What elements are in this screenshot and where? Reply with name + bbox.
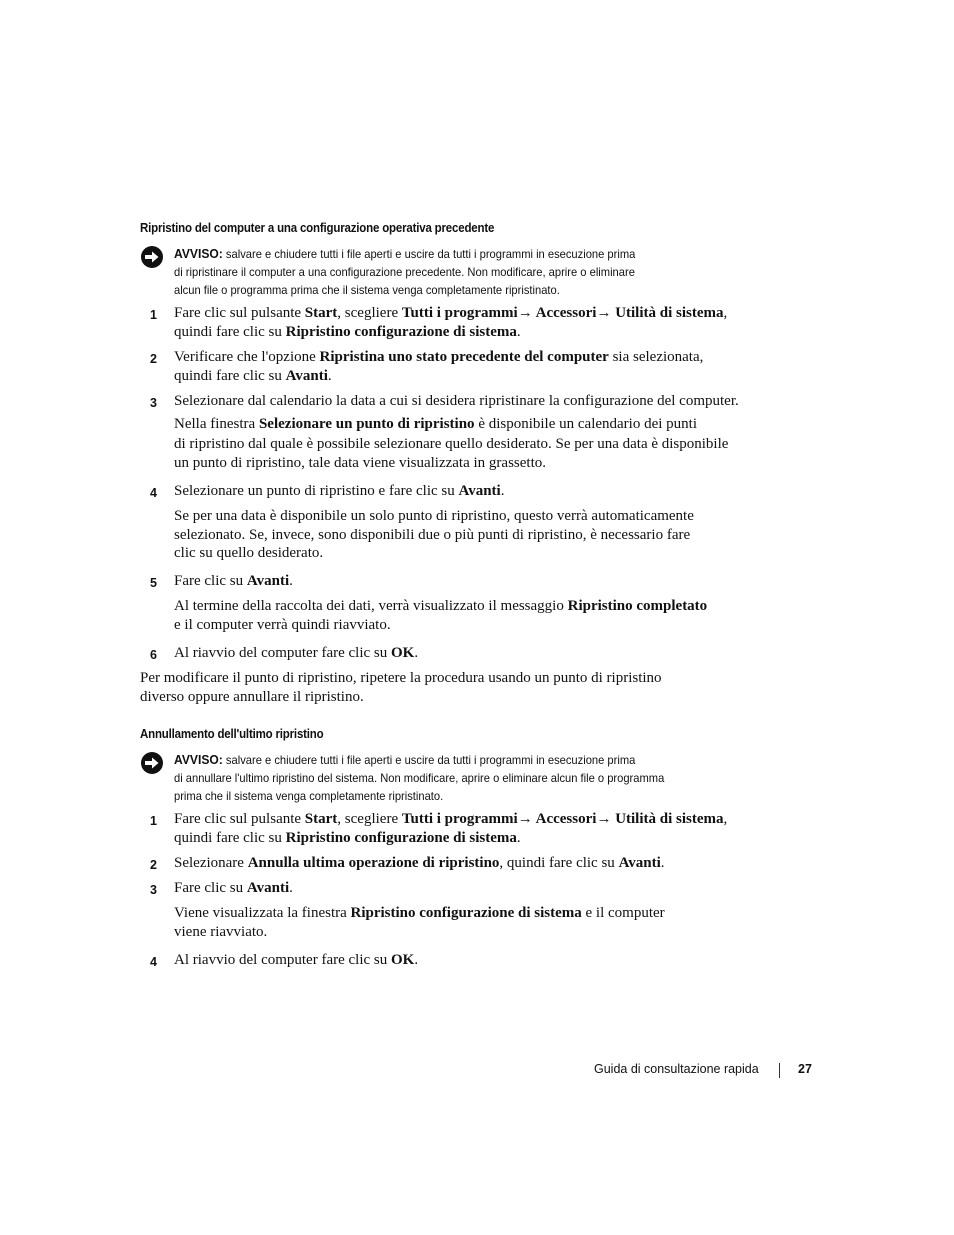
- notice-line: prima che il sistema venga completamente ripristinato.: [174, 789, 444, 803]
- step-text: Verificare che l'opzione Ripristina uno stato precedente del computer sia selezionata,: [174, 349, 704, 365]
- step-number: 5: [150, 576, 157, 590]
- notice-arrow-icon: [140, 245, 164, 269]
- step-detail: clic su quello desiderato.: [174, 545, 324, 561]
- step-detail: Al termine della raccolta dei dati, verrà visualizzato il messaggio Ripristino completato: [174, 598, 708, 614]
- arrow-icon: →: [517, 811, 533, 827]
- step-number: 6: [150, 648, 157, 662]
- step-detail: Nella finestra Selezionare un punto di ripristino è disponibile un calendario dei punti: [174, 416, 698, 432]
- section-heading-restore: Ripristino del computer a una configurazione operativa precedente: [140, 221, 495, 235]
- step-text: Selezionare dal calendario la data a cui si desidera ripristinare la configurazione del computer.: [174, 393, 739, 409]
- step-number: 3: [150, 396, 157, 410]
- notice-label: AVVISO:: [174, 752, 223, 767]
- notice-line: alcun file o programma prima che il sistema venga completamente ripristinato.: [174, 283, 560, 297]
- arrow-icon: →: [596, 811, 612, 827]
- arrow-icon: →: [596, 305, 612, 321]
- step-detail: selezionato. Se, invece, sono disponibili due o più punti di ripristino, è necessario fare: [174, 527, 691, 543]
- step-text: Al riavvio del computer fare clic su OK.: [174, 952, 419, 968]
- step-text-continued: quindi fare clic su Ripristino configurazione di sistema.: [174, 830, 521, 846]
- section-heading-undo: Annullamento dell'ultimo ripristino: [140, 727, 324, 741]
- arrow-icon: →: [517, 305, 533, 321]
- step-number: 4: [150, 486, 157, 500]
- step-detail: viene riavviato.: [174, 924, 268, 940]
- step-text-continued: quindi fare clic su Ripristino configurazione di sistema.: [174, 324, 521, 340]
- step-number: 2: [150, 352, 157, 366]
- step-detail: e il computer verrà quindi riavviato.: [174, 617, 391, 633]
- step-number: 1: [150, 814, 157, 828]
- step-detail: Se per una data è disponibile un solo punto di ripristino, questo verrà automaticamente: [174, 508, 694, 524]
- closing-paragraph: Per modificare il punto di ripristino, ripetere la procedura usando un punto di ripristino: [140, 670, 662, 686]
- notice-text: [174, 245, 635, 264]
- notice-label: AVVISO:: [174, 246, 223, 261]
- step-text-continued: quindi fare clic su Avanti.: [174, 368, 332, 384]
- notice-line: salvare e chiudere tutti i file aperti e uscire da tutti i programmi in esecuzione prima: [225, 753, 636, 767]
- page-number: 27: [798, 1062, 812, 1076]
- step-detail: Viene visualizzata la finestra Ripristino configurazione di sistema e il computer: [174, 905, 665, 921]
- step-text: Fare clic sul pulsante Start, scegliere Tutti i programmi→ Accessori→ Utilità di sistema,: [174, 305, 728, 321]
- notice-arrow-icon: [140, 751, 164, 775]
- step-number: 1: [150, 308, 157, 322]
- step-number: 4: [150, 955, 157, 969]
- step-text: Fare clic su Avanti.: [174, 880, 293, 896]
- step-text: Selezionare un punto di ripristino e fare clic su Avanti.: [174, 483, 505, 499]
- footer-guide-title: Guida di consultazione rapida: [594, 1062, 759, 1076]
- closing-paragraph: diverso oppure annullare il ripristino.: [140, 689, 364, 705]
- step-text: Al riavvio del computer fare clic su OK.: [174, 645, 419, 661]
- step-detail: un punto di ripristino, tale data viene visualizzata in grassetto.: [174, 455, 546, 471]
- step-text: Fare clic sul pulsante Start, scegliere Tutti i programmi→ Accessori→ Utilità di sistema,: [174, 811, 728, 827]
- step-number: 3: [150, 883, 157, 897]
- step-number: 2: [150, 858, 157, 872]
- step-text: Fare clic su Avanti.: [174, 573, 293, 589]
- notice-line: salvare e chiudere tutti i file aperti e uscire da tutti i programmi in esecuzione prima: [225, 247, 636, 261]
- step-detail: di ripristino dal quale è possibile selezionare quello desiderato. Se per una data è disponibile: [174, 436, 729, 452]
- notice-text: [174, 751, 635, 770]
- footer-divider: [779, 1063, 780, 1078]
- step-text: Selezionare Annulla ultima operazione di ripristino, quindi fare clic su Avanti.: [174, 855, 665, 871]
- notice-line: di ripristinare il computer a una configurazione precedente. Non modificare, aprire o eliminare: [174, 265, 635, 279]
- notice-line: di annullare l'ultimo ripristino del sistema. Non modificare, aprire o eliminare alcun file o programma: [174, 771, 665, 785]
